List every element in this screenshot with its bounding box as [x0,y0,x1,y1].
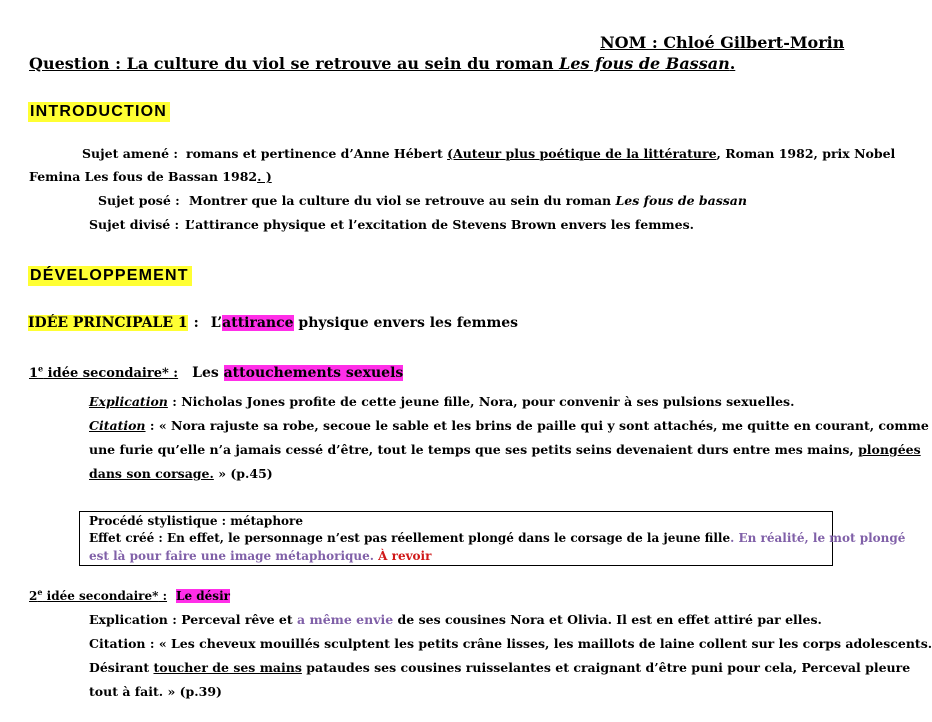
idee-principale-highlight: attirance [222,315,294,331]
secondary-idea-2-sup: e [37,587,43,597]
secondary-idea-2 [29,587,230,603]
explication-2-b: a même envie [297,612,394,627]
secondary-idea-1-text: idée secondaire* [43,366,169,382]
sujet-amene-text-3: , Roman 1982, prix Nobel [716,146,896,161]
sujet-amene-text-2: (Auteur plus poétique de la littérature [447,146,717,161]
secondary-idea-1-pre: Les [192,365,224,382]
citation-1-line2 [89,442,921,457]
effet-text-b: . En réalité, le mot plongé [730,531,906,545]
secondary-idea-1 [29,364,403,381]
idee-principale-label: IDÉE PRINCIPALE 1 [28,315,188,331]
citation-1-text2b: plongées [858,442,921,457]
introduction-heading: INTRODUCTION [28,102,170,122]
secondary-idea-1-colon: : [168,366,179,382]
secondary-idea-2-colon: : [158,589,168,603]
explication-2-a: Explication : Perceval rêve et [89,612,298,627]
sujet-amene-line2 [29,169,272,184]
explication-1-label: Explication [89,394,168,409]
idee-principale [28,315,518,331]
revoir-note: À revoir [373,549,432,563]
developpement-heading: DÉVELOPPEMENT [28,266,192,286]
sujet-divise-label: Sujet divisé : [89,217,180,232]
question-title: Les fous de Bassan [559,54,730,73]
citation-1-text2a: une furie qu’elle n’a jamais cessé d’être, tout le temps que ses petits seins devenaient durs entre mes mains, [89,442,859,457]
sujet-amene-text-1: romans et pertinence d’Anne Hébert [186,146,448,161]
secondary-idea-1-label [29,366,178,381]
question-suffix: . [729,54,736,73]
idee-principale-colon: : [193,315,199,331]
sujet-amene-label: Sujet amené : [82,146,179,161]
citation-2-line1: Citation : « Les cheveux mouillés sculptent les petits crâne lisses, les maillots de laine collent sur les corps adolescents. [89,636,932,651]
student-name: NOM : Chloé Gilbert-Morin [600,33,845,52]
question-line [29,54,735,73]
citation-2-text2c: pataudes ses cousines ruisselantes et craignant d’être puni pour cela, Perceval pleure [301,660,911,675]
sujet-pose-title: Les fous de bassan [615,193,747,208]
sujet-pose-text-main: Montrer que la culture du viol se retrouve au sein du roman [189,193,616,208]
explication-2-c: de ses cousines Nora et Olivia. Il est en effet attiré par elles. [393,612,822,627]
secondary-idea-1-num: 1 [29,366,39,382]
citation-2-text2b: toucher de ses mains [153,660,302,675]
explication-1-text: : Nicholas Jones profite de cette jeune fille, Nora, pour convenir à ses pulsions sexuelles. [167,394,795,409]
citation-1-line3 [89,466,273,481]
sujet-amene-line2-a: Femina Les fous de Bassan 1982 [29,169,258,184]
citation-1-text3b: » (p.45) [213,466,273,481]
idee-principale-pre: L’ [210,315,223,331]
secondary-idea-2-num: 2 [29,589,38,603]
effet-line2 [89,549,431,563]
secondary-idea-2-label [29,589,167,603]
secondary-idea-1-sup: e [38,364,44,374]
citation-1-text1: : « Nora rajuste sa robe, secoue le sable et les brins de paille qui y sont attachés, me quitte en courant, comme [145,418,929,433]
procede-line: Procédé stylistique : métaphore [89,514,304,528]
effet-text-line2: est là pour faire une image métaphorique. [89,549,374,563]
sujet-pose-label: Sujet posé : [98,193,180,208]
explication-1 [89,394,794,409]
secondary-idea-1-highlight: attouchements sexuels [223,365,404,382]
effet-line1 [89,531,905,545]
citation-2-text2a: Désirant [89,660,154,675]
sujet-pose-text [189,193,747,208]
citation-1-text3a: dans son corsage. [89,466,214,481]
effet-text-a: Effet créé : En effet, le personnage n’est pas réellement plongé dans le corsage de la jeune fille [89,531,731,545]
explication-2 [89,612,822,627]
citation-1-label: Citation [89,418,146,433]
idee-principale-post: physique envers les femmes [293,315,519,331]
sujet-amene-line2-b: . ) [257,169,272,184]
citation-1-line1 [89,418,929,433]
sujet-amene-text [186,146,895,161]
secondary-idea-2-text: idée secondaire* [42,589,159,603]
question-prefix: Question : La culture du viol se retrouve au sein du roman [29,54,560,73]
secondary-idea-2-highlight: Le désir [176,589,230,603]
sujet-divise-text: L’attirance physique et l’excitation de Stevens Brown envers les femmes. [185,217,694,232]
citation-2-line2 [89,660,910,675]
citation-2-line3: tout à fait. » (p.39) [89,684,222,699]
